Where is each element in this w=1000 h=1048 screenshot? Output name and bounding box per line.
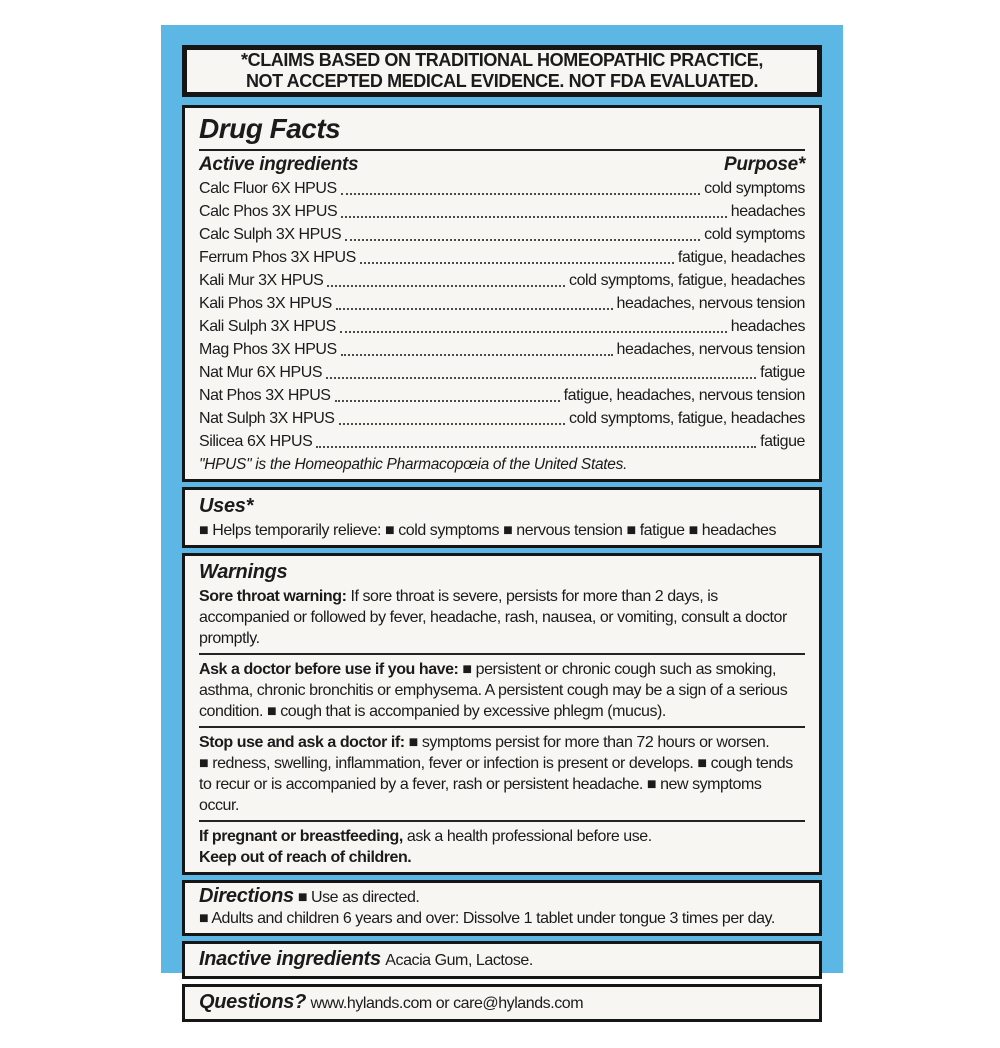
directions-line1 <box>199 886 805 908</box>
ingredient-name: Ferrum Phos 3X HPUS <box>199 249 356 266</box>
ingredient-row <box>199 407 805 430</box>
ingredient-purpose: cold symptoms <box>704 180 805 197</box>
ingredient-row <box>199 292 805 315</box>
ingredient-purpose: fatigue <box>760 433 805 450</box>
sore-throat-warning-lead: Sore throat warning: <box>199 588 347 605</box>
ingredient-purpose: headaches <box>730 203 805 220</box>
dot-leader <box>336 308 613 310</box>
uses-text: ■ Helps temporarily relieve: ■ cold symptoms ■ nervous tension ■ fatigue ■ headaches <box>199 522 777 539</box>
ingredient-purpose: fatigue, headaches, nervous tension <box>563 387 805 404</box>
ingredient-name: Calc Phos 3X HPUS <box>199 203 338 220</box>
title-divider <box>199 149 805 151</box>
ingredient-name: Silicea 6X HPUS <box>199 433 313 450</box>
claims-line-2: NOT ACCEPTED MEDICAL EVIDENCE. NOT FDA EVALUATED. <box>245 71 759 91</box>
ingredient-name: Mag Phos 3X HPUS <box>199 341 337 358</box>
warnings-divider <box>199 820 805 822</box>
ingredient-row <box>199 200 805 223</box>
ingredient-name: Calc Fluor 6X HPUS <box>199 180 337 197</box>
tamper-evident-notice: DO NOT USE IF TAMPER-EVIDENT SEAL IS BROKEN OR MISSING. <box>234 1029 770 1047</box>
ingredient-row <box>199 223 805 246</box>
ingredient-row <box>199 177 805 200</box>
hpus-footnote: "HPUS" is the Homeopathic Pharmacopœia of the United States. <box>199 456 628 473</box>
ingredient-name: Calc Sulph 3X HPUS <box>199 226 342 243</box>
purpose-label: Purpose* <box>723 154 805 175</box>
warnings-section <box>182 553 822 875</box>
questions-contact-text: www.hylands.com or care@hylands.com <box>310 995 584 1012</box>
warnings-divider <box>199 653 805 655</box>
questions-title: Questions? <box>199 991 307 1013</box>
ingredient-purpose: cold symptoms, fatigue, headaches <box>569 272 805 289</box>
drug-facts-active-ingredients-section <box>182 105 822 482</box>
ingredient-purpose: cold symptoms <box>704 226 805 243</box>
inactive-ingredients-section <box>182 941 822 979</box>
active-ingredients-header <box>199 152 805 177</box>
pregnancy-warning-lead: If pregnant or breastfeeding, <box>199 828 403 845</box>
dot-leader <box>335 400 560 402</box>
claims-disclaimer-banner <box>182 45 822 97</box>
dot-leader <box>316 446 756 448</box>
inactive-ingredients-title: Inactive ingredients <box>199 948 381 970</box>
directions-title: Directions <box>199 885 294 907</box>
ingredient-name: Nat Phos 3X HPUS <box>199 387 331 404</box>
ingredient-name: Nat Sulph 3X HPUS <box>199 410 335 427</box>
keep-out-of-reach-warning <box>199 847 805 868</box>
ingredient-purpose: headaches, nervous tension <box>616 295 805 312</box>
ingredient-row <box>199 384 805 407</box>
ingredient-row <box>199 361 805 384</box>
ingredient-purpose: cold symptoms, fatigue, headaches <box>569 410 805 427</box>
stop-use-warning <box>199 732 805 816</box>
dot-leader <box>340 331 727 333</box>
dot-leader <box>327 285 565 287</box>
dot-leader <box>339 423 566 425</box>
pregnancy-warning <box>199 826 805 847</box>
ingredient-purpose: headaches, nervous tension <box>616 341 805 358</box>
dot-leader <box>360 262 674 264</box>
ingredient-name: Kali Phos 3X HPUS <box>199 295 332 312</box>
warnings-title: Warnings <box>199 561 288 583</box>
directions-section <box>182 880 822 936</box>
keep-out-of-reach-text: Keep out of reach of children. <box>199 849 412 866</box>
ingredient-row <box>199 269 805 292</box>
drug-facts-panel <box>182 105 822 1022</box>
ingredient-purpose: fatigue, headaches <box>677 249 805 266</box>
uses-title: Uses* <box>199 495 254 517</box>
ingredient-purpose: headaches <box>730 318 805 335</box>
stop-use-warning-lead: Stop use and ask a doctor if: <box>199 734 405 751</box>
ask-doctor-warning <box>199 659 805 722</box>
ingredient-row <box>199 315 805 338</box>
sore-throat-warning-text: If sore throat is severe, persists for more than 2 days, is accompanied or followed by fever, headache, rash, nausea, or vomiting, consult a doctor promptly. <box>199 588 787 647</box>
ingredient-name: Kali Mur 3X HPUS <box>199 272 324 289</box>
dot-leader <box>341 354 613 356</box>
ingredient-name: Nat Mur 6X HPUS <box>199 364 323 381</box>
product-package <box>161 25 843 1047</box>
warnings-divider <box>199 726 805 728</box>
drug-facts-title: Drug Facts <box>199 113 341 144</box>
claims-line-1: *CLAIMS BASED ON TRADITIONAL HOMEOPATHIC PRACTICE, <box>240 50 763 70</box>
uses-section <box>182 487 822 548</box>
stop-use-warning-line1 <box>199 732 805 753</box>
questions-section <box>182 984 822 1022</box>
active-ingredients-label: Active ingredients <box>199 154 359 175</box>
sore-throat-warning <box>199 586 805 649</box>
dot-leader <box>341 193 700 195</box>
stop-use-warning-rest: ■ redness, swelling, inflammation, fever or infection is present or develops. ■ cough tends to recur or is accompanied by a fever, rash or persistent headache. ■ new symptoms occur. <box>199 755 793 814</box>
ingredient-row <box>199 338 805 361</box>
ingredient-purpose: fatigue <box>760 364 805 381</box>
dot-leader <box>341 216 727 218</box>
ask-doctor-warning-lead: Ask a doctor before use if you have: <box>199 661 459 678</box>
ask-doctor-warning-text: ■ persistent or chronic cough such as smoking, asthma, chronic bronchitis or emphysema. A persistent cough may be a sign of a serious condition. ■ cough that is accompanied by excessive phlegm (mucus). <box>199 661 788 720</box>
dot-leader <box>326 377 756 379</box>
directions-line2: ■ Adults and children 6 years and over: Dissolve 1 tablet under tongue 3 times per day. <box>199 910 775 927</box>
stop-use-warning-line1-text: ■ symptoms persist for more than 72 hours or worsen. <box>404 734 770 751</box>
pregnancy-warning-text: ask a health professional before use. <box>402 828 652 845</box>
ingredient-row <box>199 246 805 269</box>
inactive-ingredients-text: Acacia Gum, Lactose. <box>385 952 533 969</box>
directions-use-as-directed: ■ Use as directed. <box>297 889 420 906</box>
ingredient-row <box>199 430 805 453</box>
dot-leader <box>345 239 700 241</box>
ingredient-name: Kali Sulph 3X HPUS <box>199 318 336 335</box>
